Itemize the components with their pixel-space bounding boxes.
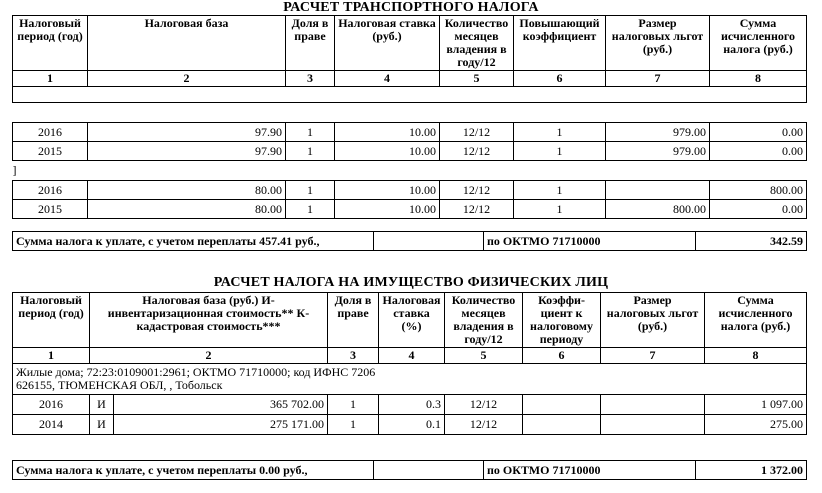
table-row — [13, 395, 807, 415]
cell-tax: 275.00 — [705, 415, 807, 435]
summary-amount: 342.59 — [696, 232, 807, 251]
header-tax: Сумма исчисленного налога (руб.) — [705, 293, 807, 348]
col-number: 6 — [514, 71, 606, 87]
cell-benefit — [601, 415, 705, 435]
summary-blank — [374, 461, 484, 480]
cell-rate: 0.1 — [379, 415, 445, 435]
cell-year: 2015 — [13, 200, 88, 219]
cell-rate: 10.00 — [335, 123, 440, 142]
cell-coef: 1 — [514, 181, 606, 200]
table-row — [13, 142, 807, 161]
cell-months: 12/12 — [440, 123, 514, 142]
header-benefit: Размер налоговых льгот (руб.) — [606, 16, 710, 71]
cell-rate: 10.00 — [335, 200, 440, 219]
cell-tax: 800.00 — [710, 181, 807, 200]
transport-summary-row — [12, 231, 807, 251]
col-number: 7 — [601, 348, 705, 364]
header-rate: Налоговая ставка (руб.) — [335, 16, 440, 71]
spacer-row — [13, 103, 807, 123]
header-period: Налоговый период (год) — [13, 293, 90, 348]
cell-base: 97.90 — [88, 142, 286, 161]
summary-oktmo: по ОКТМО 71710000 — [484, 461, 696, 480]
col-number: 5 — [445, 348, 523, 364]
property-tax-title: РАСЧЕТ НАЛОГА НА ИМУЩЕСТВО ФИЗИЧЕСКИХ ЛИЦ — [213, 275, 609, 290]
header-coef: Коэффи- циент к налоговому периоду — [523, 293, 601, 348]
header-tax-base: Налоговая база — [88, 16, 286, 71]
header-tax-base: Налоговая база (руб.) И-инвентаризационная стоимость** К-кадастровая стоимость*** — [90, 293, 328, 348]
col-number: 5 — [440, 71, 514, 87]
summary-amount: 1 372.00 — [696, 461, 807, 480]
header-share: Доля в праве — [328, 293, 379, 348]
vehicle-description-row — [13, 87, 807, 103]
cell-year: 2016 — [13, 181, 88, 200]
cell-base: 80.00 — [88, 200, 286, 219]
cell-base: 275 171.00 — [114, 415, 328, 435]
cell-benefit — [601, 395, 705, 415]
property-tax-table — [12, 292, 807, 435]
cell-base: 97.90 — [88, 123, 286, 142]
cell-benefit: 979.00 — [606, 123, 710, 142]
cell-share: 1 — [286, 123, 335, 142]
cell-coef — [523, 415, 601, 435]
table-row — [13, 181, 807, 200]
cell-months: 12/12 — [440, 181, 514, 200]
col-number: 8 — [710, 71, 807, 87]
cell-tax: 1 097.00 — [705, 395, 807, 415]
col-number: 1 — [13, 71, 88, 87]
table-row — [13, 200, 807, 219]
cell-rate: 10.00 — [335, 142, 440, 161]
col-number: 2 — [90, 348, 328, 364]
cell-share: 1 — [286, 142, 335, 161]
vehicle-description-row: ] — [13, 161, 807, 181]
col-number: 8 — [705, 348, 807, 364]
cell-share: 1 — [328, 415, 379, 435]
cell-months: 12/12 — [440, 200, 514, 219]
summary-blank — [374, 232, 484, 251]
object-line-1: Жилые дома; 72:23:0109001:2961; ОКТМО 71710000; код ИФНС 7206 — [16, 365, 376, 379]
cell-tax: 0.00 — [710, 200, 807, 219]
cell-share: 1 — [286, 181, 335, 200]
header-share: Доля в праве — [286, 16, 335, 71]
property-summary-row — [12, 460, 807, 480]
cell-year: 2016 — [13, 123, 88, 142]
table-row — [13, 123, 807, 142]
cell-months: 12/12 — [445, 395, 523, 415]
cell-base: 80.00 — [88, 181, 286, 200]
cell-year: 2014 — [13, 415, 90, 435]
summary-label: Сумма налога к уплате, с учетом переплаты 0.00 руб., — [13, 461, 374, 480]
table-row — [13, 415, 807, 435]
cell-year: 2015 — [13, 142, 88, 161]
transport-tax-title: РАСЧЕТ ТРАНСПОРТНОГО НАЛОГА — [283, 0, 539, 15]
cell-benefit — [606, 181, 710, 200]
col-number: 1 — [13, 348, 90, 364]
col-number: 3 — [286, 71, 335, 87]
col-number: 2 — [88, 71, 286, 87]
header-tax: Сумма исчисленного налога (руб.) — [710, 16, 807, 71]
cell-year: 2016 — [13, 395, 90, 415]
cell-months: 12/12 — [440, 142, 514, 161]
cell-coef: 1 — [514, 200, 606, 219]
header-benefit: Размер налоговых льгот (руб.) — [601, 293, 705, 348]
header-months: Количество месяцев владения в году/12 — [445, 293, 523, 348]
header-rate: Налоговая ставка (%) — [379, 293, 445, 348]
transport-tax-table — [12, 15, 807, 219]
cell-benefit: 800.00 — [606, 200, 710, 219]
col-number: 6 — [523, 348, 601, 364]
cell-base-type: И — [90, 415, 114, 435]
col-number: 3 — [328, 348, 379, 364]
cell-share: 1 — [286, 200, 335, 219]
header-months: Количество месяцев владения в году/12 — [440, 16, 514, 71]
cell-share: 1 — [328, 395, 379, 415]
cell-benefit: 979.00 — [606, 142, 710, 161]
cell-base-type: И — [90, 395, 114, 415]
col-number: 7 — [606, 71, 710, 87]
header-period: Налоговый период (год) — [13, 16, 88, 71]
summary-label: Сумма налога к уплате, с учетом переплаты 457.41 руб., — [13, 232, 374, 251]
cell-tax: 0.00 — [710, 142, 807, 161]
cell-base: 365 702.00 — [114, 395, 328, 415]
cell-coef: 1 — [514, 123, 606, 142]
col-number: 4 — [335, 71, 440, 87]
cell-tax: 0.00 — [710, 123, 807, 142]
property-object-description — [13, 364, 807, 395]
col-number: 4 — [379, 348, 445, 364]
cell-coef: 1 — [514, 142, 606, 161]
summary-oktmo: по ОКТМО 71710000 — [484, 232, 696, 251]
header-coef: Повышающий коэффициент — [514, 16, 606, 71]
cell-rate: 10.00 — [335, 181, 440, 200]
cell-months: 12/12 — [445, 415, 523, 435]
cell-rate: 0.3 — [379, 395, 445, 415]
cell-coef — [523, 395, 601, 415]
object-line-2: 626155, ТЮМЕНСКАЯ ОБЛ, , Тобольск — [16, 378, 223, 392]
